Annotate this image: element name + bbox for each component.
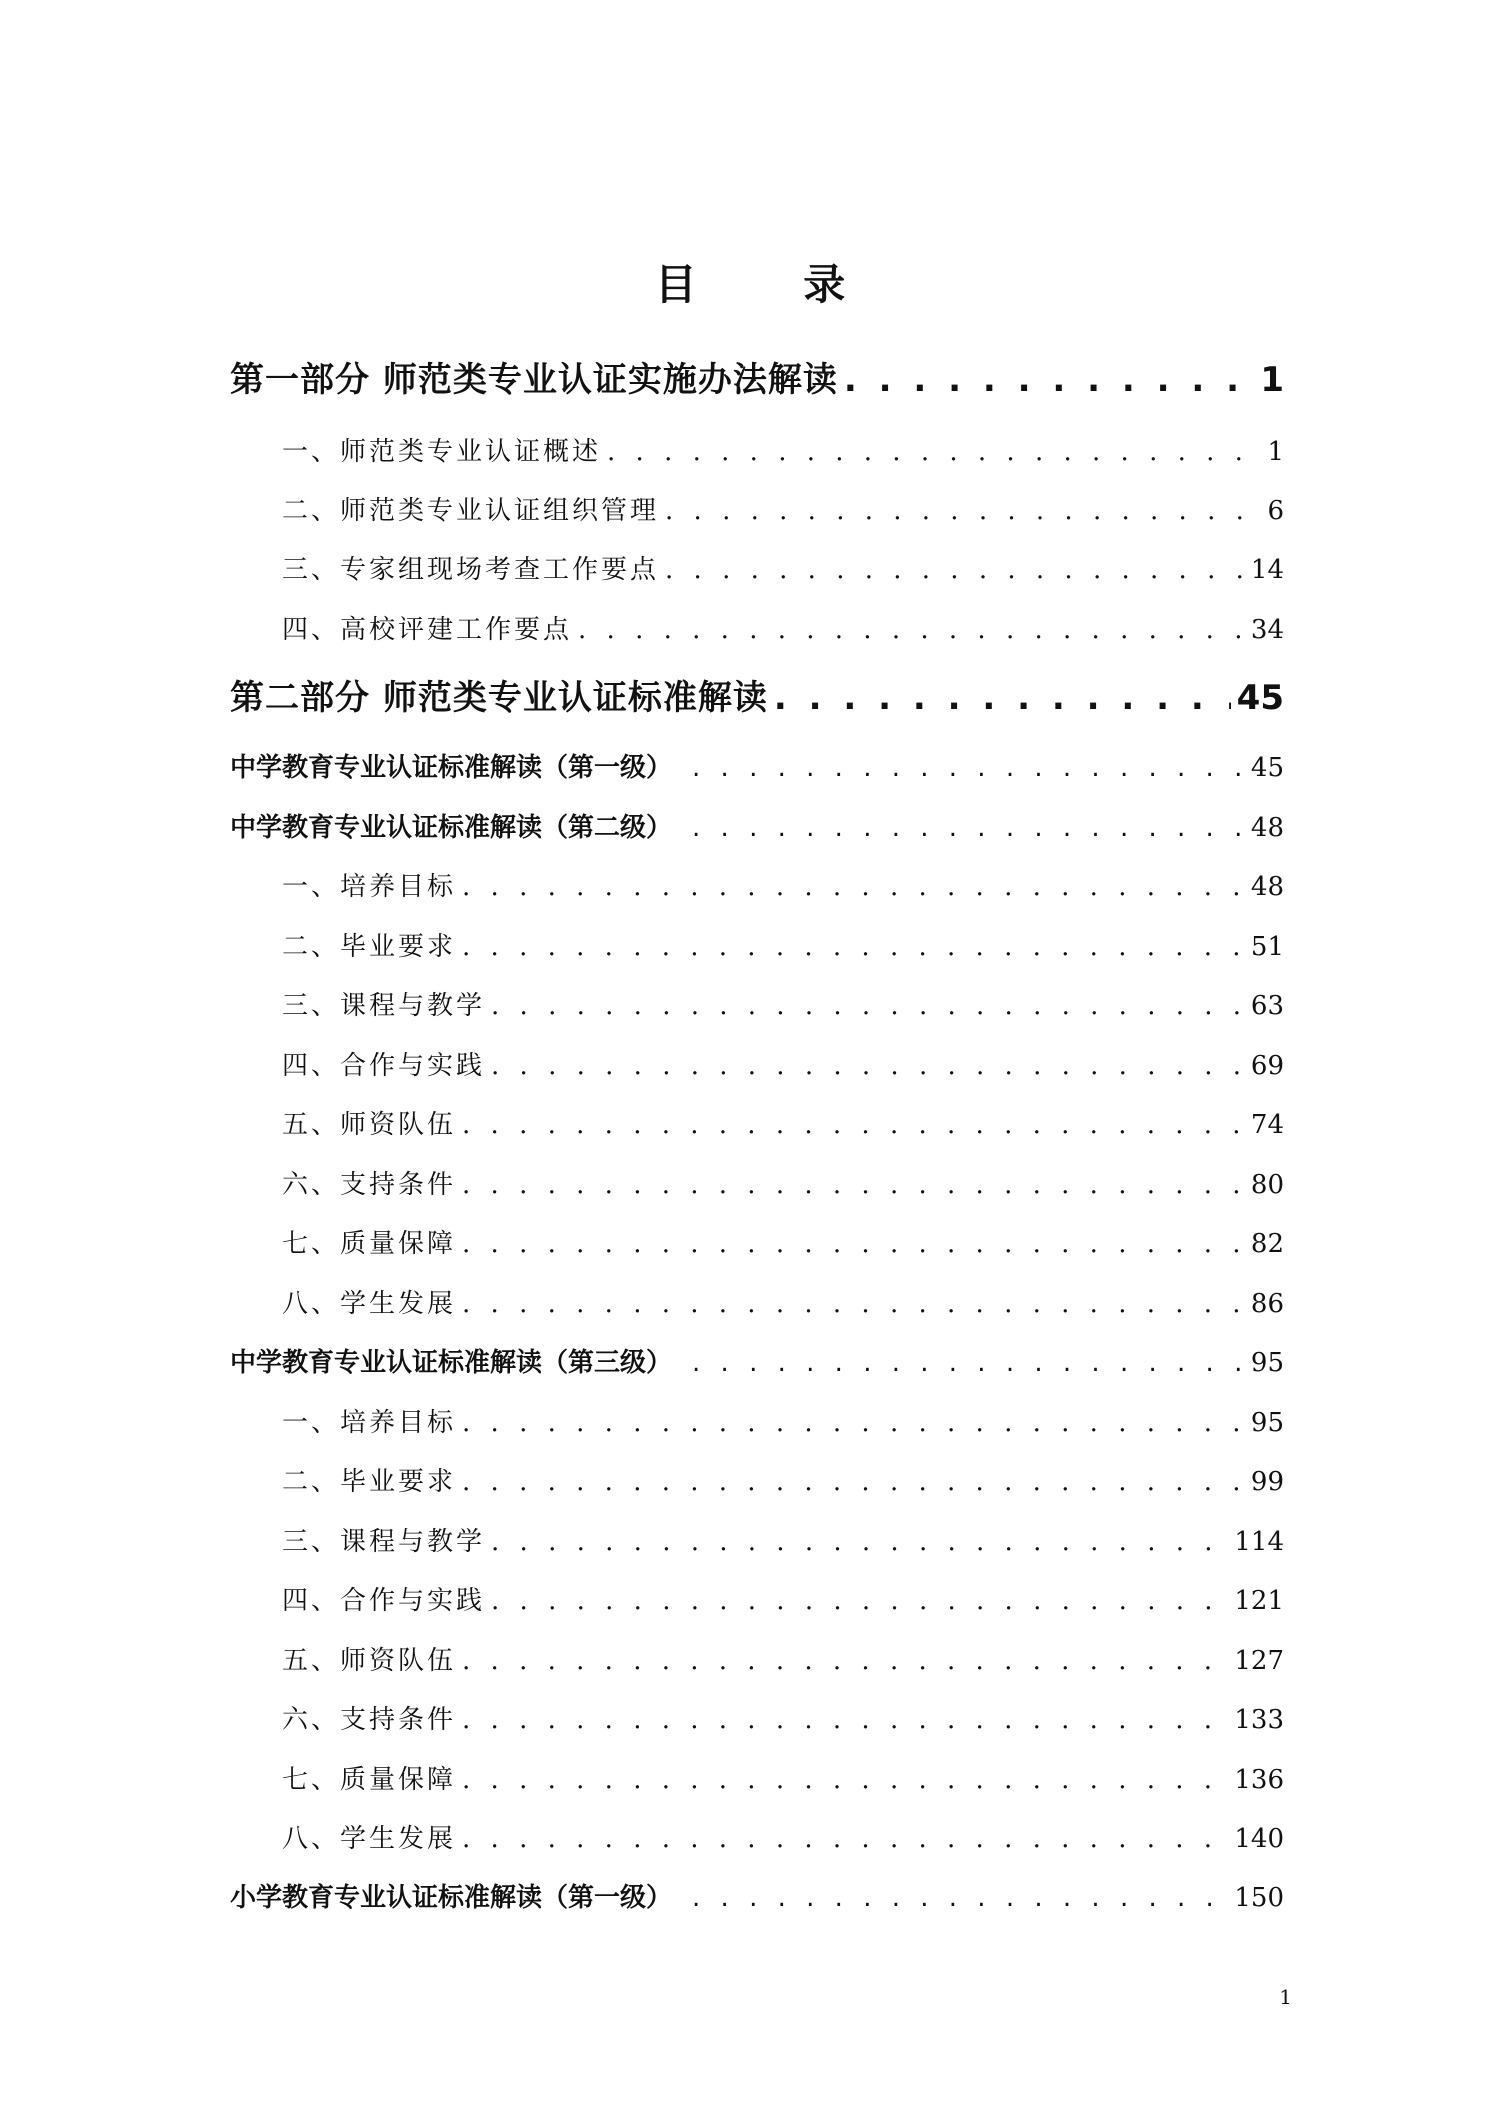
- toc-leader-dots: [665, 491, 1261, 531]
- toc-entry-section[interactable]: [230, 1878, 1284, 1918]
- toc-leader-dots: [462, 1641, 1228, 1681]
- toc-entry-label: 四、高校评建工作要点: [282, 615, 573, 645]
- toc-leader-dots: [462, 1403, 1245, 1443]
- toc-entry-label: 六、支持条件: [282, 1170, 457, 1200]
- toc-entry-label: 八、学生发展: [282, 1289, 457, 1319]
- toc-entry-label: 七、质量保障: [282, 1765, 457, 1795]
- toc-entry-label: 二、师范类专业认证组织管理: [282, 496, 660, 526]
- toc-entry-label: 七、质量保障: [282, 1229, 457, 1259]
- toc-leader-dots: [462, 1700, 1228, 1740]
- toc-leader-dots: [462, 1462, 1245, 1502]
- toc-entry-page: 82: [1250, 1229, 1284, 1259]
- toc-entry-label: 第一部分 师范类专业认证实施办法解读: [230, 360, 838, 400]
- toc-entry-page: 80: [1250, 1170, 1284, 1200]
- toc-entry-page: 99: [1250, 1467, 1284, 1497]
- toc-leader-dots: [462, 1760, 1228, 1800]
- toc-entry-item[interactable]: [282, 927, 1284, 967]
- toc-leader-dots: [607, 432, 1261, 472]
- toc-entry-part[interactable]: [230, 673, 1284, 723]
- toc-leader-dots: [491, 1581, 1228, 1621]
- toc-entry-page: 121: [1234, 1586, 1284, 1616]
- toc-entry-page: 45: [1236, 678, 1284, 718]
- toc-entry-label: 中学教育专业认证标准解读（第一级）: [230, 753, 673, 783]
- toc-entry-page: 48: [1250, 872, 1284, 902]
- toc-entry-label: 一、师范类专业认证概述: [282, 437, 602, 467]
- toc-entry-item[interactable]: [282, 1165, 1284, 1205]
- toc-entry-item[interactable]: [282, 1641, 1284, 1681]
- toc-entry-item[interactable]: [282, 1224, 1284, 1264]
- toc-entry-label: 四、合作与实践: [282, 1051, 486, 1081]
- toc-entry-label: 二、毕业要求: [282, 932, 457, 962]
- toc-leader-dots: [462, 867, 1245, 907]
- toc-leader-dots: [462, 1224, 1245, 1264]
- toc-entry-item[interactable]: [282, 1581, 1284, 1621]
- toc-entry-item[interactable]: [282, 491, 1284, 531]
- toc-entry-item[interactable]: [282, 986, 1284, 1026]
- toc-entry-item[interactable]: [282, 1462, 1284, 1502]
- toc-entry-item[interactable]: [282, 1819, 1284, 1859]
- toc-leader-dots: [491, 986, 1245, 1026]
- toc-entry-label: 二、毕业要求: [282, 1467, 457, 1497]
- toc-entry-label: 三、课程与教学: [282, 1527, 486, 1557]
- toc-entry-page: 133: [1234, 1705, 1284, 1735]
- toc-entry-page: 127: [1234, 1646, 1284, 1676]
- toc-entry-item[interactable]: [282, 432, 1284, 472]
- toc-entry-label: 一、培养目标: [282, 1408, 457, 1438]
- toc-entry-page: 51: [1250, 932, 1284, 962]
- toc-leader-dots: [462, 1165, 1245, 1205]
- toc-entry-page: 63: [1250, 991, 1284, 1021]
- toc-entry-page: 6: [1267, 496, 1284, 526]
- toc-entry-page: 1: [1267, 437, 1284, 467]
- toc-entry-label: 三、课程与教学: [282, 991, 486, 1021]
- toc-leader-dots: [692, 1878, 1228, 1918]
- toc-entry-page: 1: [1260, 360, 1284, 400]
- footer-page-number: 1: [1279, 1985, 1292, 2009]
- toc-entry-page: 95: [1250, 1408, 1284, 1438]
- toc-entry-item[interactable]: [282, 1522, 1284, 1562]
- toc-entry-item[interactable]: [282, 1046, 1284, 1086]
- toc-entry-label: 一、培养目标: [282, 872, 457, 902]
- toc-entry-section[interactable]: [230, 808, 1284, 848]
- toc-entry-label: 五、师资队伍: [282, 1110, 457, 1140]
- toc-entry-item[interactable]: [282, 1403, 1284, 1443]
- toc-entry-page: 34: [1250, 615, 1284, 645]
- toc-entry-page: 14: [1250, 555, 1284, 585]
- toc-leader-dots: [462, 1105, 1245, 1145]
- toc-leader-dots: [578, 610, 1245, 650]
- toc-entry-page: 45: [1250, 753, 1284, 783]
- toc-leader-dots: [692, 1343, 1245, 1383]
- toc-entry-label: 中学教育专业认证标准解读（第二级）: [230, 813, 673, 843]
- toc-leader-dots: [844, 355, 1254, 405]
- toc-entry-page: 114: [1234, 1527, 1284, 1557]
- toc-leader-dots: [462, 927, 1245, 967]
- toc-entry-section[interactable]: [230, 1343, 1284, 1383]
- toc-leader-dots: [774, 673, 1231, 723]
- toc-entry-item[interactable]: [282, 1700, 1284, 1740]
- toc-entry-item[interactable]: [282, 610, 1284, 650]
- toc-entry-page: 150: [1234, 1883, 1284, 1913]
- toc-entry-part[interactable]: [230, 355, 1284, 405]
- toc-entry-page: 48: [1250, 813, 1284, 843]
- toc-leader-dots: [692, 748, 1245, 788]
- toc-entry-label: 第二部分 师范类专业认证标准解读: [230, 678, 768, 718]
- toc-leader-dots: [665, 550, 1245, 590]
- toc-leader-dots: [462, 1819, 1228, 1859]
- toc-entry-page: 95: [1250, 1348, 1284, 1378]
- page-title: 目 录: [654, 260, 892, 309]
- toc-leader-dots: [462, 1284, 1245, 1324]
- toc-entry-page: 136: [1234, 1765, 1284, 1795]
- toc-entry-item[interactable]: [282, 867, 1284, 907]
- toc-entry-item[interactable]: [282, 1284, 1284, 1324]
- toc-entry-label: 六、支持条件: [282, 1705, 457, 1735]
- toc-entry-item[interactable]: [282, 1105, 1284, 1145]
- toc-entry-item[interactable]: [282, 550, 1284, 590]
- toc-entry-page: 69: [1250, 1051, 1284, 1081]
- toc-entry-label: 中学教育专业认证标准解读（第三级）: [230, 1348, 673, 1378]
- toc-leader-dots: [692, 808, 1245, 848]
- toc-entry-section[interactable]: [230, 748, 1284, 788]
- toc-entry-item[interactable]: [282, 1760, 1284, 1800]
- toc-entry-page: 140: [1234, 1824, 1284, 1854]
- toc-entry-page: 86: [1250, 1289, 1284, 1319]
- toc-entry-label: 八、学生发展: [282, 1824, 457, 1854]
- toc-entry-page: 74: [1250, 1110, 1284, 1140]
- toc-entry-label: 四、合作与实践: [282, 1586, 486, 1616]
- toc-entry-label: 五、师资队伍: [282, 1646, 457, 1676]
- toc-leader-dots: [491, 1046, 1245, 1086]
- toc-entry-label: 小学教育专业认证标准解读（第一级）: [230, 1883, 673, 1913]
- toc-entry-label: 三、专家组现场考查工作要点: [282, 555, 660, 585]
- toc-leader-dots: [491, 1522, 1228, 1562]
